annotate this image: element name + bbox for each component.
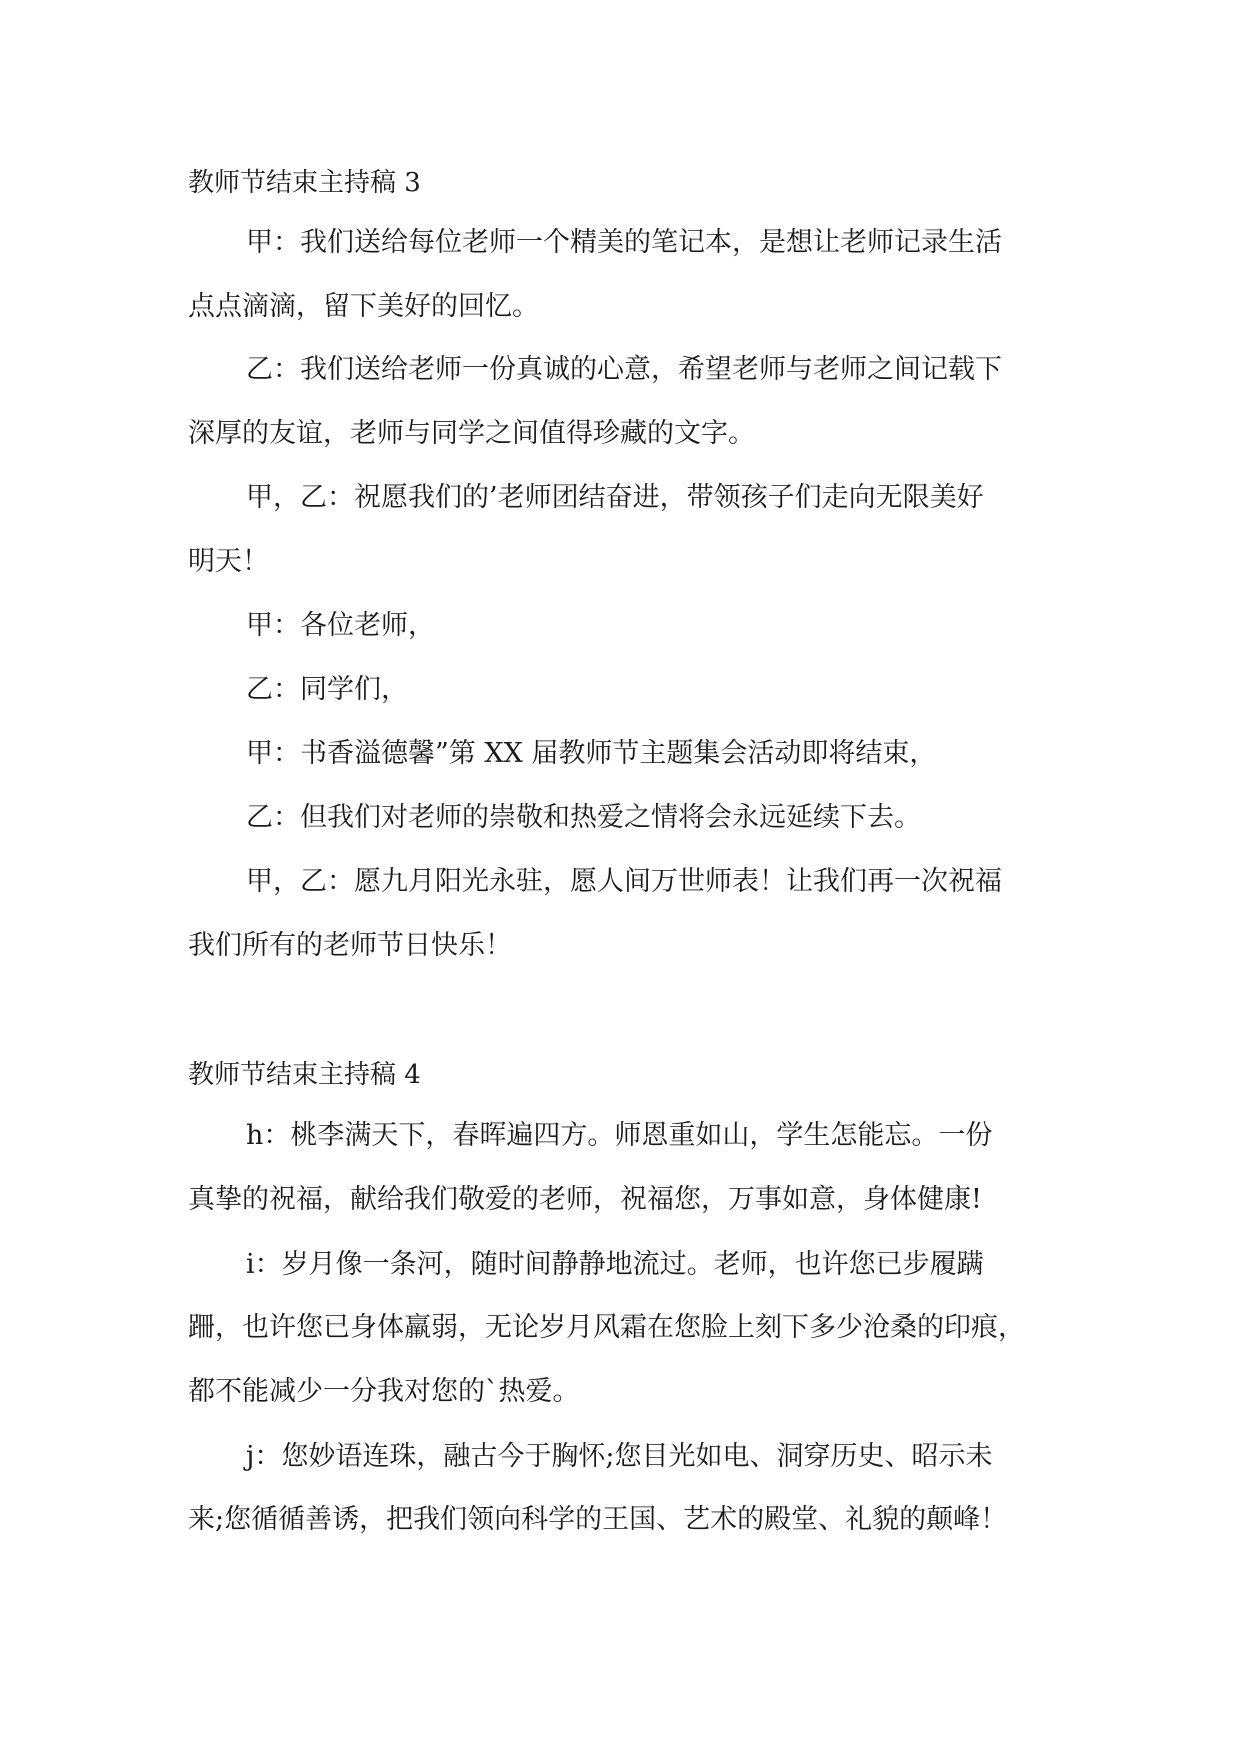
section-heading: 教师节结束主持稿 3 [188,168,421,198]
paragraph-line: h：桃李满天下，春晖遍四方。师恩重如山，学生怎能忘。一份 [246,1120,993,1151]
paragraph-line: 明天！ [188,546,269,577]
paragraph-line: 我们所有的老师节日快乐！ [188,930,512,961]
paragraph-line: 来;您循循善诱，把我们领向科学的王国、艺术的殿堂、礼貌的颠峰！ [188,1504,1008,1535]
paragraph-line: 都不能减少一分我对您的`热爱。 [188,1376,580,1407]
paragraph-line: i：岁月像一条河，随时间静静地流过。老师，也许您已步履蹒 [246,1249,984,1280]
paragraph-line: 真挚的祝福，献给我们敬爱的老师，祝福您，万事如意，身体健康! [188,1184,982,1215]
paragraph-line: 甲：书香溢德馨”第 XX 届教师节主题集会活动即将结束， [246,738,937,769]
paragraph-line: 乙：我们送给老师一份真诚的心意，希望老师与老师之间记载下 [246,354,1002,385]
paragraph-line: 乙：但我们对老师的崇敬和热爱之情将会永远延续下去。 [246,802,921,833]
paragraph-line: 深厚的友谊，老师与同学之间值得珍藏的文字。 [188,418,755,449]
paragraph-line: 点点滴滴，留下美好的回忆。 [188,291,539,322]
paragraph-line: 甲：我们送给每位老师一个精美的笔记本，是想让老师记录生活 [246,227,1002,258]
section-heading: 教师节结束主持稿 4 [188,1060,421,1090]
paragraph-line: 乙：同学们， [246,674,408,705]
paragraph-line: j：您妙语连珠，融古今于胸怀;您目光如电、洞穿历史、昭示未 [246,1441,993,1472]
paragraph-line: 跚，也许您已身体羸弱，无论岁月风霜在您脸上刻下多少沧桑的印痕， [188,1312,1025,1343]
paragraph-line: 甲，乙：愿九月阳光永驻，愿人间万世师表！让我们再一次祝福 [246,866,1002,897]
paragraph-line: 甲：各位老师， [246,610,435,641]
paragraph-line: 甲，乙：祝愿我们的’老师团结奋进，带领孩子们走向无限美好 [246,482,984,513]
